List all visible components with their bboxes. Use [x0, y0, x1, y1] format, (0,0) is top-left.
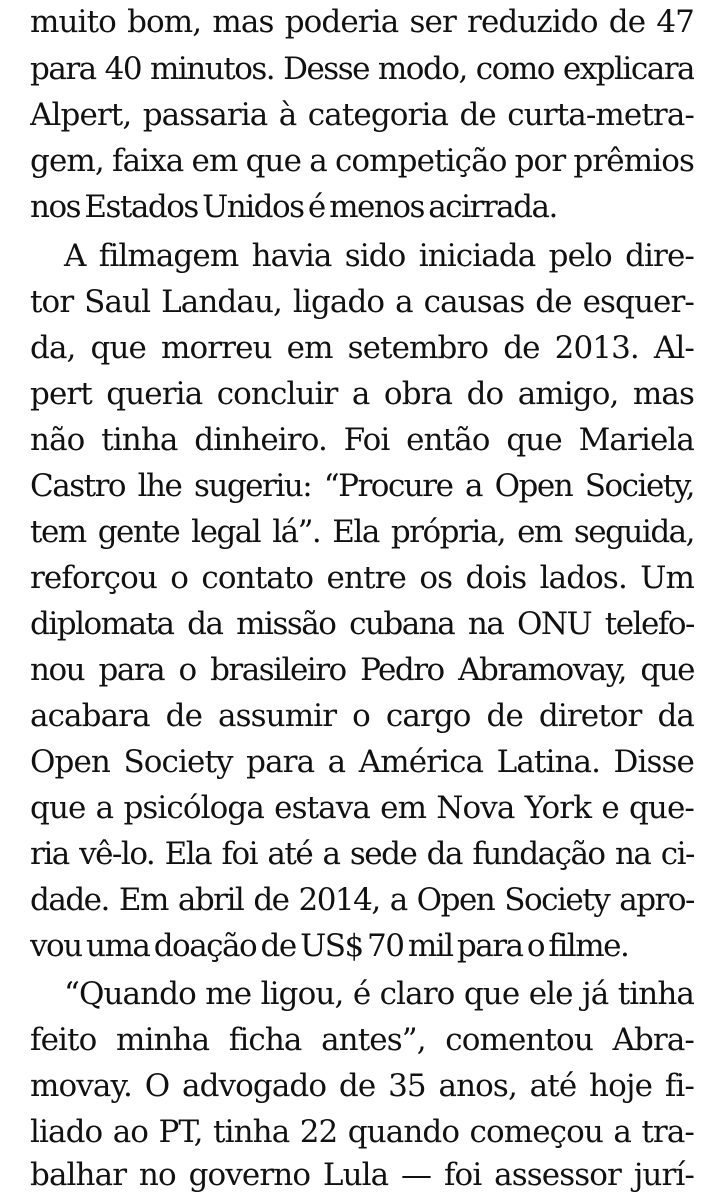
text-line: Alpert, passaria à categoria de curta-metra- — [30, 97, 694, 133]
text-line: nou para o brasileiro Pedro Abramovay, que — [30, 652, 694, 688]
text-line: nos Estados Unidos é menos acirrada. — [30, 189, 557, 225]
text-line: A filmagem havia sido iniciada pelo dire- — [64, 238, 694, 274]
text-line: que a psicóloga estava em Nova York e que- — [30, 790, 694, 826]
text-line: diplomata da missão cubana na ONU telefo- — [30, 606, 694, 642]
text-line: pert queria concluir a obra do amigo, mas — [30, 376, 694, 412]
text-line: feito minha ficha antes”, comentou Abra- — [30, 1022, 694, 1058]
text-line: vou uma doação de US$ 70 mil para o filme. — [30, 928, 629, 964]
text-line: gem, faixa em que a competição por prêmios — [30, 143, 694, 179]
text-line: não tinha dinheiro. Foi então que Mariela — [30, 422, 694, 458]
text-line: tem gente legal lá”. Ela própria, em seguida, — [30, 514, 694, 550]
text-line: Open Society para a América Latina. Disse — [30, 744, 694, 780]
text-line: acabara de assumir o cargo de diretor da — [30, 698, 694, 734]
text-line: balhar no governo Lula — foi assessor jurí- — [30, 1157, 694, 1193]
text-line: muito bom, mas poderia ser reduzido de 47 — [30, 4, 694, 40]
article-column — [30, 0, 694, 1200]
text-line: “Quando me ligou, é claro que ele já tinha — [64, 976, 694, 1012]
text-line: ria vê-lo. Ela foi até a sede da fundação na ci- — [30, 836, 694, 872]
text-line: da, que morreu em setembro de 2013. Al- — [30, 330, 694, 366]
text-line: dade. Em abril de 2014, a Open Society apro- — [30, 882, 694, 918]
text-line: para 40 minutos. Desse modo, como explicara — [30, 51, 694, 87]
text-line: reforçou o contato entre os dois lados. Um — [30, 560, 694, 596]
text-line: liado ao PT, tinha 22 quando começou a tra- — [30, 1114, 694, 1150]
text-line: Castro lhe sugeriu: “Procure a Open Society, — [30, 468, 694, 504]
text-line: tor Saul Landau, ligado a causas de esquer- — [30, 284, 694, 320]
text-line: movay. O advogado de 35 anos, até hoje fi- — [30, 1068, 694, 1104]
